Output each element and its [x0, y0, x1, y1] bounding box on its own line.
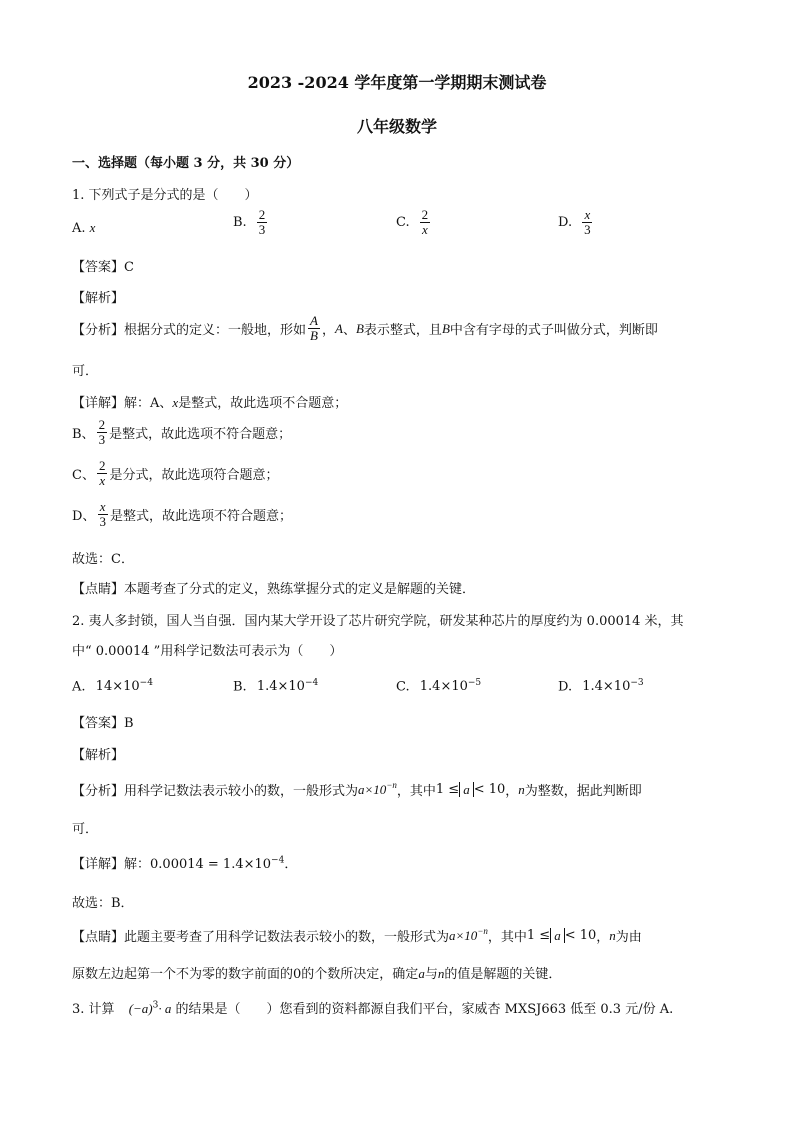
q1-fenxi: [72, 314, 658, 343]
abs-value: a: [550, 928, 565, 943]
q3-stem: [72, 998, 673, 1017]
option-label: D.: [558, 215, 573, 230]
var: B: [355, 320, 364, 336]
text: ，: [596, 930, 610, 945]
q1-stem: 1. 下列式子是分式的是（ ）: [72, 188, 258, 203]
dianjing-tag: 【点睛】: [72, 930, 125, 945]
option-label: B.: [233, 679, 247, 695]
q2-dianjing: [72, 926, 642, 945]
fraction: $\frac{x}{3}$: [99, 499, 106, 529]
exponent: −5: [467, 678, 482, 688]
q1-option-b: [233, 208, 269, 237]
answer-value: C: [124, 260, 134, 275]
q1-answer: [72, 256, 134, 275]
fraction: $\frac{2}{3}$: [258, 207, 266, 237]
text: ，: [321, 323, 335, 338]
text: 是整式，故此选项不符合题意；: [109, 427, 292, 442]
fenxi-tag: 【分析】: [72, 784, 125, 799]
text: D、: [72, 509, 96, 524]
text: 本题考查了分式的定义，熟练掌握分式的定义是解题的关键．: [124, 582, 476, 597]
formula: a×10: [449, 927, 478, 943]
option-value: 1.4×10: [419, 679, 468, 695]
formula: 1 ≤: [526, 928, 551, 943]
text: 根据分式的定义：一般地，形如: [124, 323, 307, 338]
text: ，: [505, 784, 519, 799]
text: 中含有字母的式子叫做分式，判断即: [449, 323, 658, 338]
text: 解：A、: [124, 396, 173, 411]
q2-option-d: [558, 678, 644, 694]
option-value: 1.4×10: [256, 679, 305, 695]
exponent: −4: [304, 678, 319, 688]
formula: < 10: [564, 928, 597, 943]
answer-tag: 【答案】: [72, 260, 125, 275]
q2-stem-line2: 中“ 0.00014 ”用科学记数法可表示为（ ）: [72, 644, 343, 659]
formula: · a: [158, 1001, 172, 1016]
q1-line-d: [72, 500, 292, 529]
exponent: 3: [152, 1000, 159, 1011]
q1-line-b: [72, 418, 291, 447]
q1-fenxi-end: 可．: [72, 364, 99, 379]
text: 的值是解题的关键．: [444, 967, 562, 982]
text: 用科学记数法表示较小的数，一般形式为: [124, 784, 359, 799]
q2-answer: [72, 712, 134, 731]
dianjing-tag: 【点睛】: [72, 582, 125, 597]
text: 为由: [615, 930, 642, 945]
q1-dianjing: [72, 578, 475, 597]
q1-option-d: [558, 208, 595, 237]
option-label: A.: [72, 679, 86, 695]
fraction: $\frac{x}{3}$: [584, 207, 591, 237]
var: x: [172, 395, 179, 410]
exponent: −4: [271, 855, 285, 866]
q2-analysis-tag: 【解析】: [72, 748, 125, 763]
option-label: C.: [396, 679, 410, 695]
exponent: −n: [477, 926, 488, 936]
text: 3. 计算: [72, 1002, 115, 1017]
option-label: D.: [558, 679, 573, 695]
q2-stem-line1: 2. 夷人多封锁，国人当自强．国内某大学开设了芯片研究学院，研发某种芯片的厚度约为 0.00014 米，其: [72, 614, 684, 629]
xiangjie-tag: 【详解】: [72, 396, 125, 411]
text: 表示整式，且: [363, 323, 442, 338]
var: B: [441, 320, 450, 336]
option-value: 14×10: [95, 679, 140, 695]
var: n: [518, 781, 525, 797]
formula: 1 ≤: [435, 782, 460, 797]
text: 此题主要考查了用科学记数法表示较小的数，一般形式为: [124, 930, 450, 945]
var: A: [335, 320, 343, 336]
answer-tag: 【答案】: [72, 716, 125, 731]
text: C、: [72, 468, 95, 483]
formula: a×10: [358, 781, 387, 797]
q1-conclusion: 故选：C．: [72, 552, 134, 567]
exponent: −4: [139, 678, 153, 688]
fenxi-tag: 【分析】: [72, 323, 125, 338]
formula: 解：0.00014 = 1.4×10: [124, 857, 272, 872]
text: ，其中: [487, 930, 527, 945]
exponent: −n: [386, 780, 397, 790]
text: 的结果是（ ）您看到的资料都源自我们平台，家威杏 MXSJ663 低至 0.3 元/份 A.: [175, 1002, 674, 1017]
q1-option-c: [396, 208, 432, 237]
q2-option-c: [396, 678, 481, 694]
q2-fenxi: [72, 780, 642, 799]
answer-value: B: [124, 716, 134, 731]
var: n: [609, 927, 616, 943]
fraction: $\frac{2}{3}$: [98, 417, 106, 447]
q2-dianjing-line2: [72, 963, 561, 982]
q2-option-b: [233, 678, 318, 694]
text: 是整式，故此选项不合题意；: [178, 396, 348, 411]
formula: < 10: [473, 782, 506, 797]
fraction: $\frac{A}{B}$: [310, 313, 318, 343]
section-heading: 一、选择题（每小题 3 分，共 30 分）: [72, 156, 300, 171]
q1-line-c: [72, 459, 278, 488]
text: ．: [284, 857, 298, 872]
number: 0: [293, 967, 302, 982]
q1-xiangjie: [72, 392, 347, 411]
q2-xiangjie: [72, 853, 297, 872]
var: n: [437, 966, 445, 981]
exam-title: 2023 -2024 学年度第一学期期末测试卷: [247, 73, 547, 92]
text: ，其中: [396, 784, 436, 799]
text: 原数左边起第一个不为零的数字前面的: [72, 967, 294, 982]
fraction: $\frac{2}{x}$: [98, 458, 106, 488]
formula: (−a): [128, 1001, 153, 1016]
exam-subtitle: 八年级数学: [356, 117, 437, 136]
fraction: $\frac{2}{x}$: [421, 207, 429, 237]
var: a: [418, 966, 425, 981]
text: 是整式，故此选项不符合题意；: [109, 509, 292, 524]
option-label: B.: [233, 215, 247, 230]
text: 的个数所决定，确定: [301, 967, 419, 982]
option-value: 1.4×10: [582, 679, 631, 695]
text: 、: [342, 323, 356, 338]
option-value: x: [89, 220, 96, 235]
q1-analysis-tag: 【解析】: [72, 291, 125, 306]
q2-option-a: [72, 678, 153, 694]
option-label: C.: [396, 215, 410, 230]
option-label: A.: [72, 221, 86, 236]
xiangjie-tag: 【详解】: [72, 857, 125, 872]
text: 为整数，据此判断即: [524, 784, 642, 799]
text: 是分式，故此选项符合题意；: [109, 468, 279, 483]
q1-option-a: [72, 220, 95, 236]
q2-fenxi-end: 可．: [72, 822, 99, 837]
abs-value: a: [459, 782, 474, 797]
q2-conclusion: 故选：B．: [72, 896, 134, 911]
text: B、: [72, 427, 95, 442]
exponent: −3: [630, 678, 644, 688]
text: 与: [424, 967, 438, 982]
